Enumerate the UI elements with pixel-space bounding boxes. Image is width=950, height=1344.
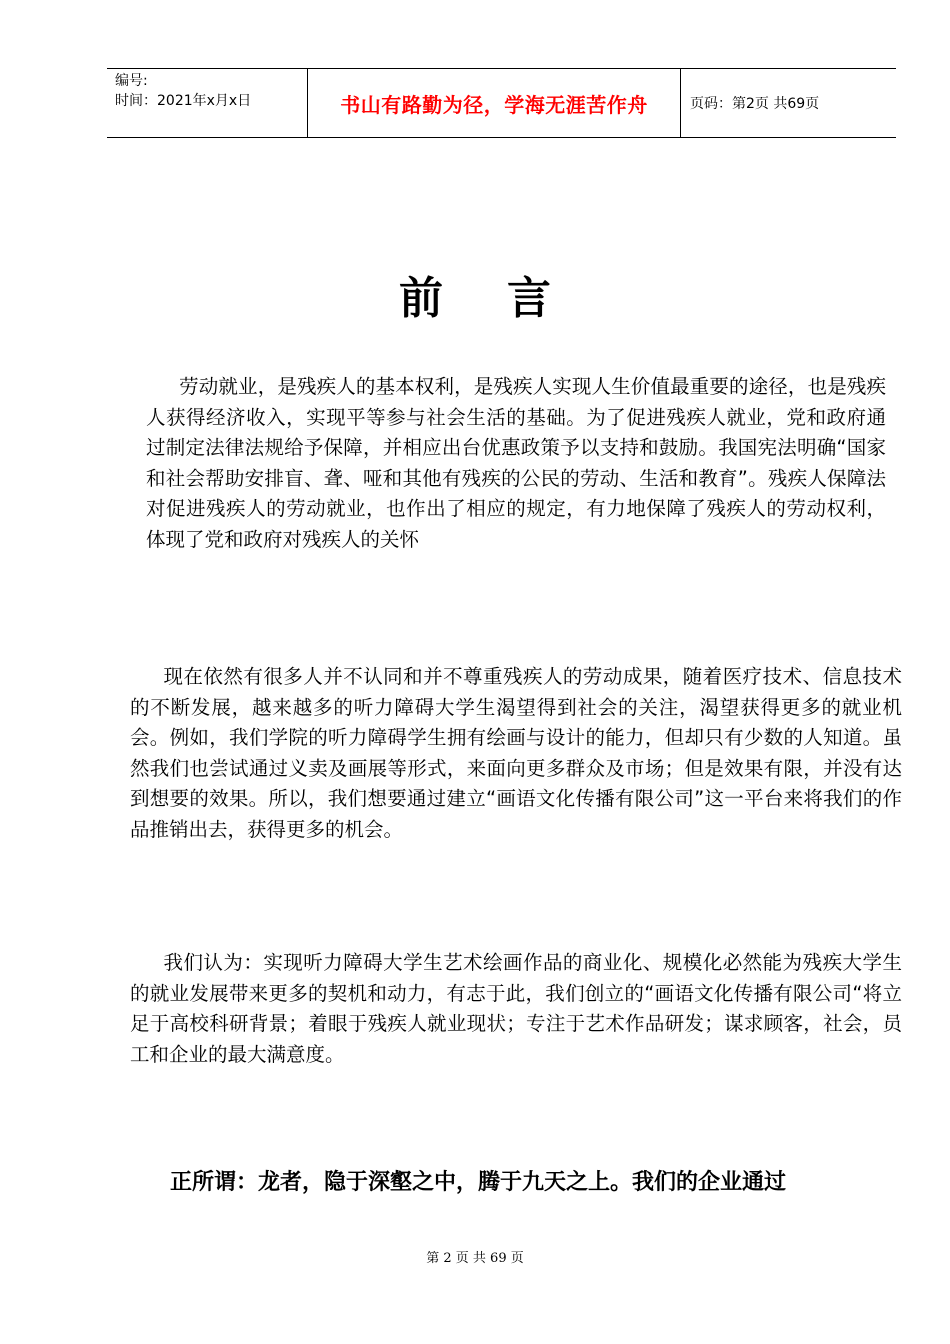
- paragraph-text: 现在依然有很多人并不认同和并不尊重残疾人的劳动成果，随着医疗技术、信息技术的不断发展，越来越多的听力障碍大学生渴望得到社会的关注，渴望获得更多的就业机会。例如，我们学院的听力障碍学生拥有绘画与设计的能力，但却只有少数的人知道。虽然我们也尝试通过义卖及画展等形式，来面向更多群众及市场；但是效果有限，并没有达到想要的效果。所以，我们想要通过建立“画语文化传播有限公司”这一平台来将我们的作品推销出去，获得更多的机会。: [130, 665, 902, 841]
- paragraph: [130, 372, 886, 556]
- number-label: 编号:: [115, 73, 148, 89]
- paragraph: [130, 662, 902, 846]
- motto: 书山有路勤为径，学海无涯苦作舟: [340, 92, 648, 117]
- date-label: 时间：2021年x月x日: [115, 93, 252, 109]
- closing-line-text: 正所谓：龙者，隐于深壑之中，腾于九天之上。我们的企业通过: [170, 1170, 787, 1195]
- page-footer: 第 2 页 共 69 页: [426, 1251, 524, 1266]
- page-label: 页码：第2页 共69页: [690, 96, 820, 112]
- paragraph: [130, 948, 902, 1070]
- paragraph-text: 我们认为：实现听力障碍大学生艺术绘画作品的商业化、规模化必然能为残疾大学生的就业发展带来更多的契机和动力，有志于此，我们创立的“画语文化传播有限公司“将立足于高校科研背景；着眼于残疾人就业现状；专注于艺术作品研发；谋求顾客，社会，员工和企业的最大满意度。: [130, 951, 902, 1066]
- header-motto-cell: [308, 69, 681, 137]
- closing-line: [130, 1168, 902, 1198]
- document-header: [107, 68, 896, 138]
- page-title: 前言: [399, 273, 615, 324]
- header-meta-cell: [107, 69, 308, 137]
- paragraph-text: 劳动就业，是残疾人的基本权利，是残疾人实现人生价值最重要的途径，也是残疾人获得经济收入，实现平等参与社会生活的基础。为了促进残疾人就业，党和政府通过制定法律法规给予保障，并相应出台优惠政策予以支持和鼓励。我国宪法明确“国家和社会帮助安排盲、聋、哑和其他有残疾的公民的劳动、生活和教育”。残疾人保障法对促进残疾人的劳动就业，也作出了相应的规定，有力地保障了残疾人的劳动权利，体现了党和政府对残疾人的关怀: [146, 375, 886, 551]
- header-page-cell: [681, 69, 896, 137]
